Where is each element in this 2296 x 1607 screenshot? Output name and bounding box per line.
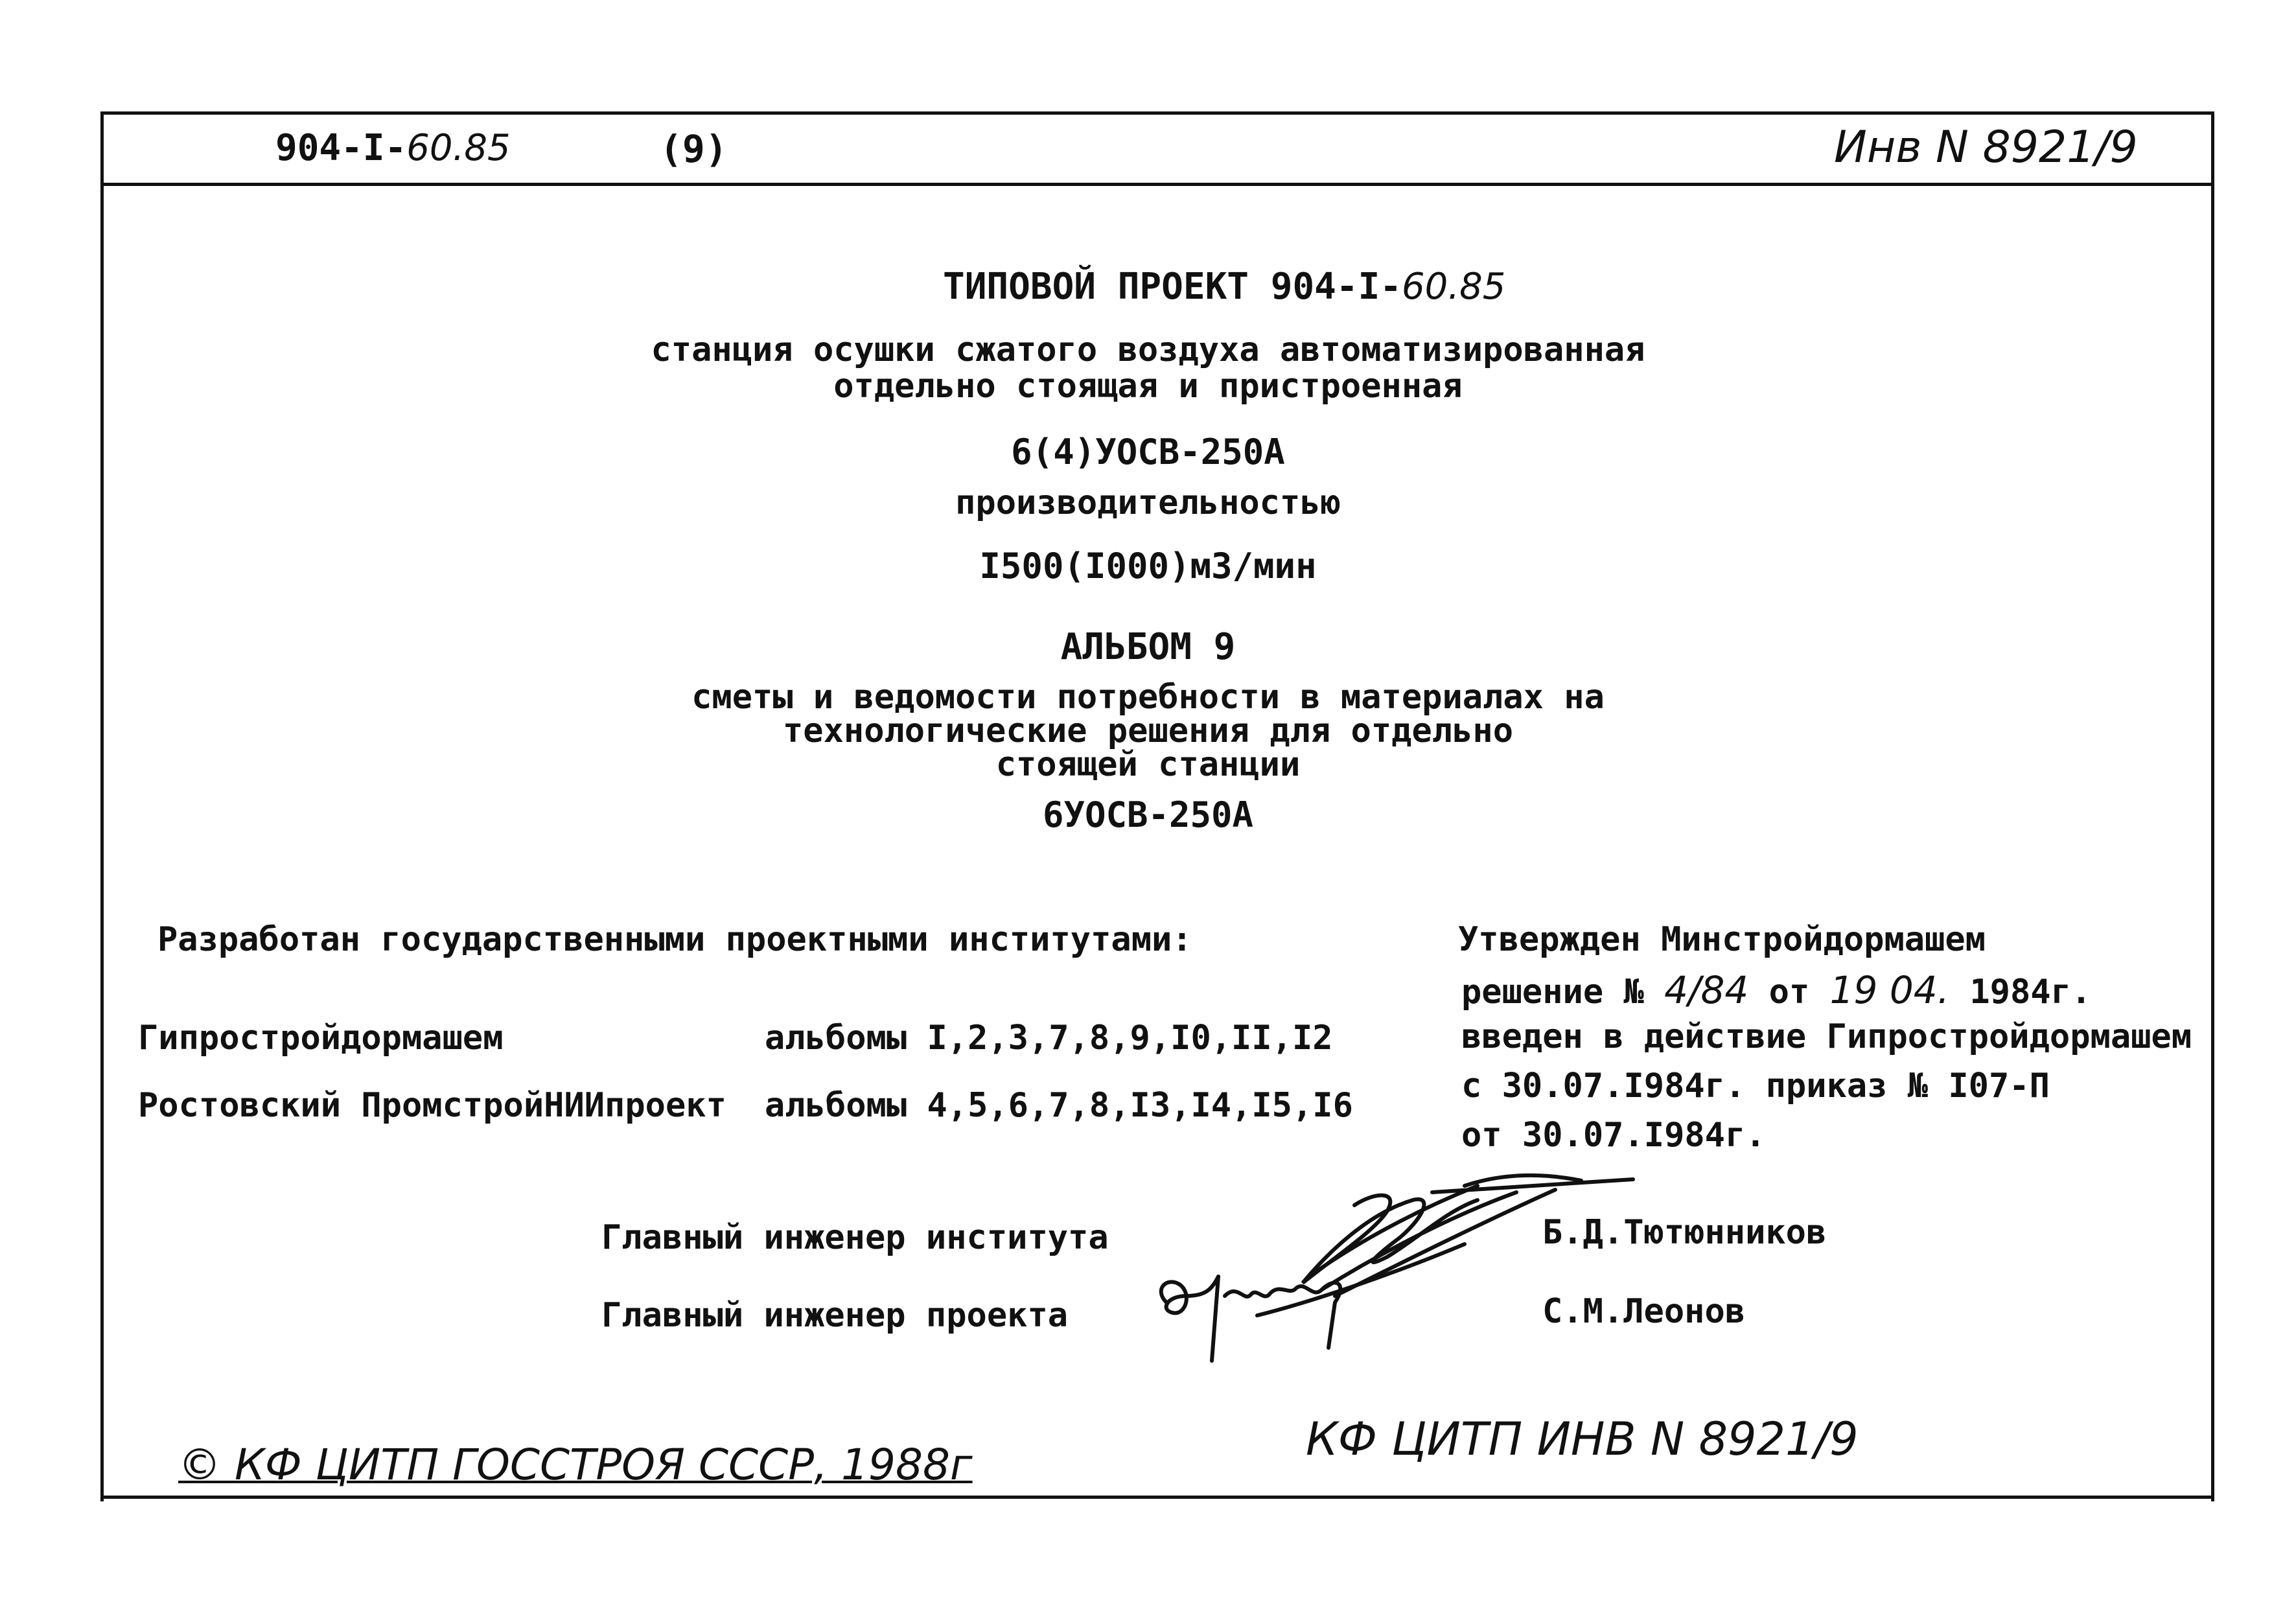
inventory-number: Инв N 8921/9 — [1834, 122, 2138, 173]
approval-decision: решение № 4/84 от 19 04. 1984г. — [1461, 968, 2092, 1012]
capacity-value: I500(I000)м3/мин — [979, 546, 1317, 586]
approval-line-3: введен в действие Гипростройдормашем — [1461, 1017, 2192, 1056]
copyright-stamp: © КФ ЦИТП ГОССТРОЯ СССР, 1988г — [178, 1440, 973, 1490]
inventory-stamp: КФ ЦИТП ИНВ N 8921/9 — [1306, 1413, 1859, 1466]
title-line-1: станция осушки сжатого воздуха автоматизированная — [651, 330, 1645, 369]
approval-line-4: с 30.07.I984г. приказ № I07-П — [1461, 1067, 2050, 1105]
signature-role: Главный инженер института — [601, 1218, 1109, 1257]
developer-albums: альбомы 4,5,6,7,8,I3,I4,I5,I6 — [765, 1086, 1353, 1125]
album-number: АЛЬБОМ 9 — [1060, 626, 1236, 668]
album-desc-2: технологические решения для отдельно — [782, 711, 1514, 750]
handwritten-signatures — [1141, 1166, 1646, 1387]
header-divider — [100, 183, 2213, 186]
developer-name: Ростовский ПромстройНИИпроект — [138, 1086, 726, 1125]
developer-name: Гипростройдормашем — [138, 1019, 504, 1058]
sheet-number: (9) — [660, 127, 728, 171]
station-code: 6УОСВ-250А — [1042, 794, 1254, 835]
project-heading: ТИПОВОЙ ПРОЕКТ 904-I-60.85 — [943, 266, 1506, 308]
album-desc-3: стоящей станции — [995, 745, 1301, 784]
signature-role: Главный инженер проекта — [601, 1296, 1069, 1335]
developers-heading: Разработан государственными проектными институтами: — [157, 920, 1192, 959]
signature-name: Б.Д.Тютюнников — [1542, 1213, 1827, 1252]
approval-line-1: Утвержден Минстройдормашем — [1458, 920, 1986, 959]
signature-name: С.М.Леонов — [1542, 1292, 1746, 1331]
approval-line-5: от 30.07.I984г. — [1461, 1116, 1766, 1155]
developer-albums: альбомы I,2,3,7,8,9,I0,II,I2 — [765, 1019, 1333, 1058]
title-line-2: отдельно стоящая и пристроенная — [833, 367, 1463, 406]
album-desc-1: сметы и ведомости потребности в материалах на — [691, 678, 1605, 717]
footer-rule — [100, 1496, 2213, 1499]
project-code: 904-I-60.85 — [275, 127, 511, 169]
capacity-label: производительностью — [955, 483, 1341, 522]
station-model: 6(4)УОСВ-250А — [1011, 432, 1285, 472]
